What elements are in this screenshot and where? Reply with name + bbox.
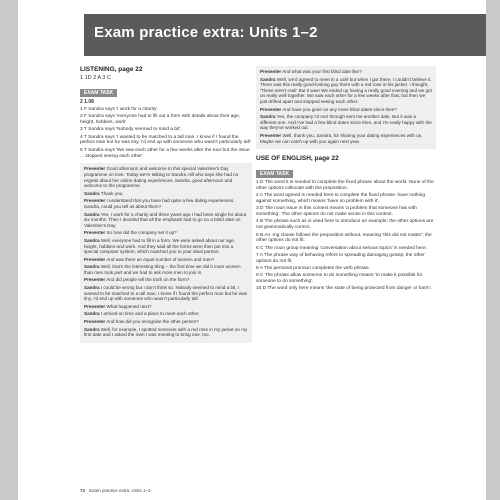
speaker-name: Sandra [84,264,100,270]
speaker-text: Well, thank you, Sandra, for sharing your dating experiences with us. Maybe we can catch up with you again next year. [260,132,423,144]
list-item: 5 B An -ing clause follows the preposition without, meaning 'this did not matter'; the other options do not fit. [256,232,432,244]
title-band [84,14,486,56]
transcript-box [256,66,436,149]
speaker-text: I arrived on time and a place to meet each other. [100,311,200,317]
list-item: 10 D The word only here means 'the state of being protected from danger or harm'. [256,286,432,292]
transcript-line [84,277,248,283]
page-title: Exam practice extra: Units 1–2 [94,24,318,41]
transcript-line [84,238,248,255]
list-item: 6 C The noun group meaning 'conversation about serious topics' is needed here. [256,245,428,251]
transcript-line [84,311,248,317]
speaker-text: I could be wrong but I don't think so. Nobody seemed to mind a bit. I wanted to be matched to a tall man. I knew if I found the perfect man but he was tiny, I'd end up with someone who wasn't particularly tall. [84,285,247,302]
speaker-text: Well, for example, I spotted someone with a red rose in my jacket on my first date and I asked the man I was meeting to bring one, too. [84,326,248,338]
list-item: 4 B The phrase such as is used here to introduce an example; the other options are not grammatically correct. [256,219,434,231]
transcript-line [260,77,432,105]
transcript-box [80,163,252,342]
speaker-text: And what was your first blind date like? [282,69,362,74]
list-item: 2 A The word agreed is needed here to complete the fixed phrase: have nothing against something, which means 'have no problem with it'. [256,193,425,205]
speaker-name: Presenter [84,256,106,262]
transcript-line [84,257,248,263]
list-item: 1 D The word it is needed to complete the fixed phrase about the world. None of the other options collocate with the preposition. [256,180,434,191]
speaker-text: Thank you. [100,190,124,196]
list-item: 7 A The phrase way of behaving refers to spreading damaging gossip; the other options do not fit. [256,252,425,264]
speaker-text: Well, everyone had to fill in a form. We were asked about our age, height, hobbies and work. And they said all the forms were then put into a special computer system, which matched you to your ideal partner. [84,237,235,255]
answer-list [80,107,252,159]
exam-task-badge: EXAM TASK [80,89,117,97]
speaker-name: Presenter [84,319,106,325]
transcript-line [260,69,432,75]
speaker-name: Presenter [260,132,282,138]
transcript-line [84,212,248,229]
answers-line: 1 1D 2 A 3 C [80,75,111,81]
speaker-name: Presenter [84,198,106,204]
speaker-text: What happened next? [106,303,152,309]
speaker-text: Well, we'd agreed to meet in a café but when I got there, I couldn't believe it. There was this really good-looking guy there with a red rose in his jacket. I thought, 'These aren't real!' But it was! We ended up having a really good evening and we got on really well together. We saw each other for a few weeks after that, but then we just drifted apart and stopped seeing each other. [260,76,432,104]
speaker-text: Yes, I work for a charity and three years ago I had been single for about six months. Then I decided that all the emphasis had to go on a blind date on Valentine's Day. [84,211,247,228]
page-number: 72 [80,488,86,493]
page-footer [80,488,151,493]
list-item: 4 T Sandra says 'I wanted to be matched to a tall man. I know if I found the perfect man but he was tiny, I'd end up with someone who wasn't particularly tall'. [80,134,252,146]
speaker-name: Sandra [260,114,276,120]
list-item: 1 F Sandra says 'I work for a charity'. [80,107,159,112]
exam-task-badge: EXAM TASK [256,170,293,178]
speaker-text: Yes, the company I'd met through sent me another date. But it was a different one. And I've had a few blind dates since then, and I'm really happy with the way they've worked out. [260,114,432,131]
speaker-name: Presenter [84,303,106,309]
speaker-text: And have you gone on any more blind dates since then? [282,106,397,112]
transcript-line [84,285,248,302]
transcript-line [84,304,248,310]
speaker-text: I understand that you have had quite a few dating experiences. Sandra, could you tell us about them? [84,198,235,209]
transcript-line [260,133,432,144]
list-item: 8 A The personal pronoun completes the verb phrase. [256,265,371,271]
listening-heading: LISTENING, page 22 [80,66,143,73]
speaker-name: Sandra [84,311,100,317]
list-item: 9 C The phrase allow someone to do something means 'to make it possible for someone to do something'. [256,273,423,285]
speaker-name: Presenter [260,69,282,74]
speaker-name: Sandra [260,76,276,82]
speaker-text: Well, that's the interesting thing – the first time we did it more women than men took part and we had to ask more men to join in. [84,264,241,275]
answer-list [256,180,436,292]
footer-label: Exam practice extra: Units 1–2 [89,488,151,493]
use-of-english-heading: USE OF ENGLISH, page 22 [256,155,339,163]
list-item: 3 D The noun issue in this context means 'a problem that someone has with something'. The other options do not make sense in this context. [256,206,417,218]
transcript-line [84,264,248,275]
speaker-name: Sandra [84,237,100,243]
transcript-line [84,166,248,188]
transcript-line [84,327,248,338]
speaker-name: Presenter [84,230,106,236]
list-item: 2 F Sandra says 'everyone had to fill out a form with details about their age, height, hobbies, work'. [80,114,241,126]
right-column [256,66,436,294]
speaker-name: Presenter [84,277,106,283]
speaker-name: Presenter [84,166,106,172]
transcript-line [260,107,432,113]
audio-reference: 2 1.08 [80,99,94,105]
left-column [80,66,252,343]
speaker-text: Good afternoon and welcome to this special Valentine's Day programme on love. Today we're talking to Sandra Hill who says she had no regrets about her online dating experiences. Sandra, good afternoon and welcome to the programme. [84,166,239,189]
speaker-text: And how did you recognise the other person? [106,319,199,325]
speaker-name: Presenter [260,106,282,112]
transcript-line [84,198,248,209]
transcript-line [84,319,248,325]
speaker-text: And did people tell the truth on the form? [106,277,190,283]
speaker-name: Sandra [84,326,100,332]
speaker-text: And was there an equal number of women and men? [106,256,215,262]
speaker-name: Sandra [84,190,100,196]
list-item: 3 T Sandra says 'Nobody seemed to mind a bit'. [80,127,182,133]
speaker-text: So how did the company set it up? [106,230,177,236]
speaker-name: Sandra [84,285,100,291]
list-item: 5 T Sandra says 'We saw each other for a few weeks after the tour but the issue ... stopped seeing each other'. [80,147,250,159]
transcript-line [260,114,432,131]
transcript-line [84,191,248,197]
speaker-name: Sandra [84,211,100,217]
transcript-line [84,230,248,236]
